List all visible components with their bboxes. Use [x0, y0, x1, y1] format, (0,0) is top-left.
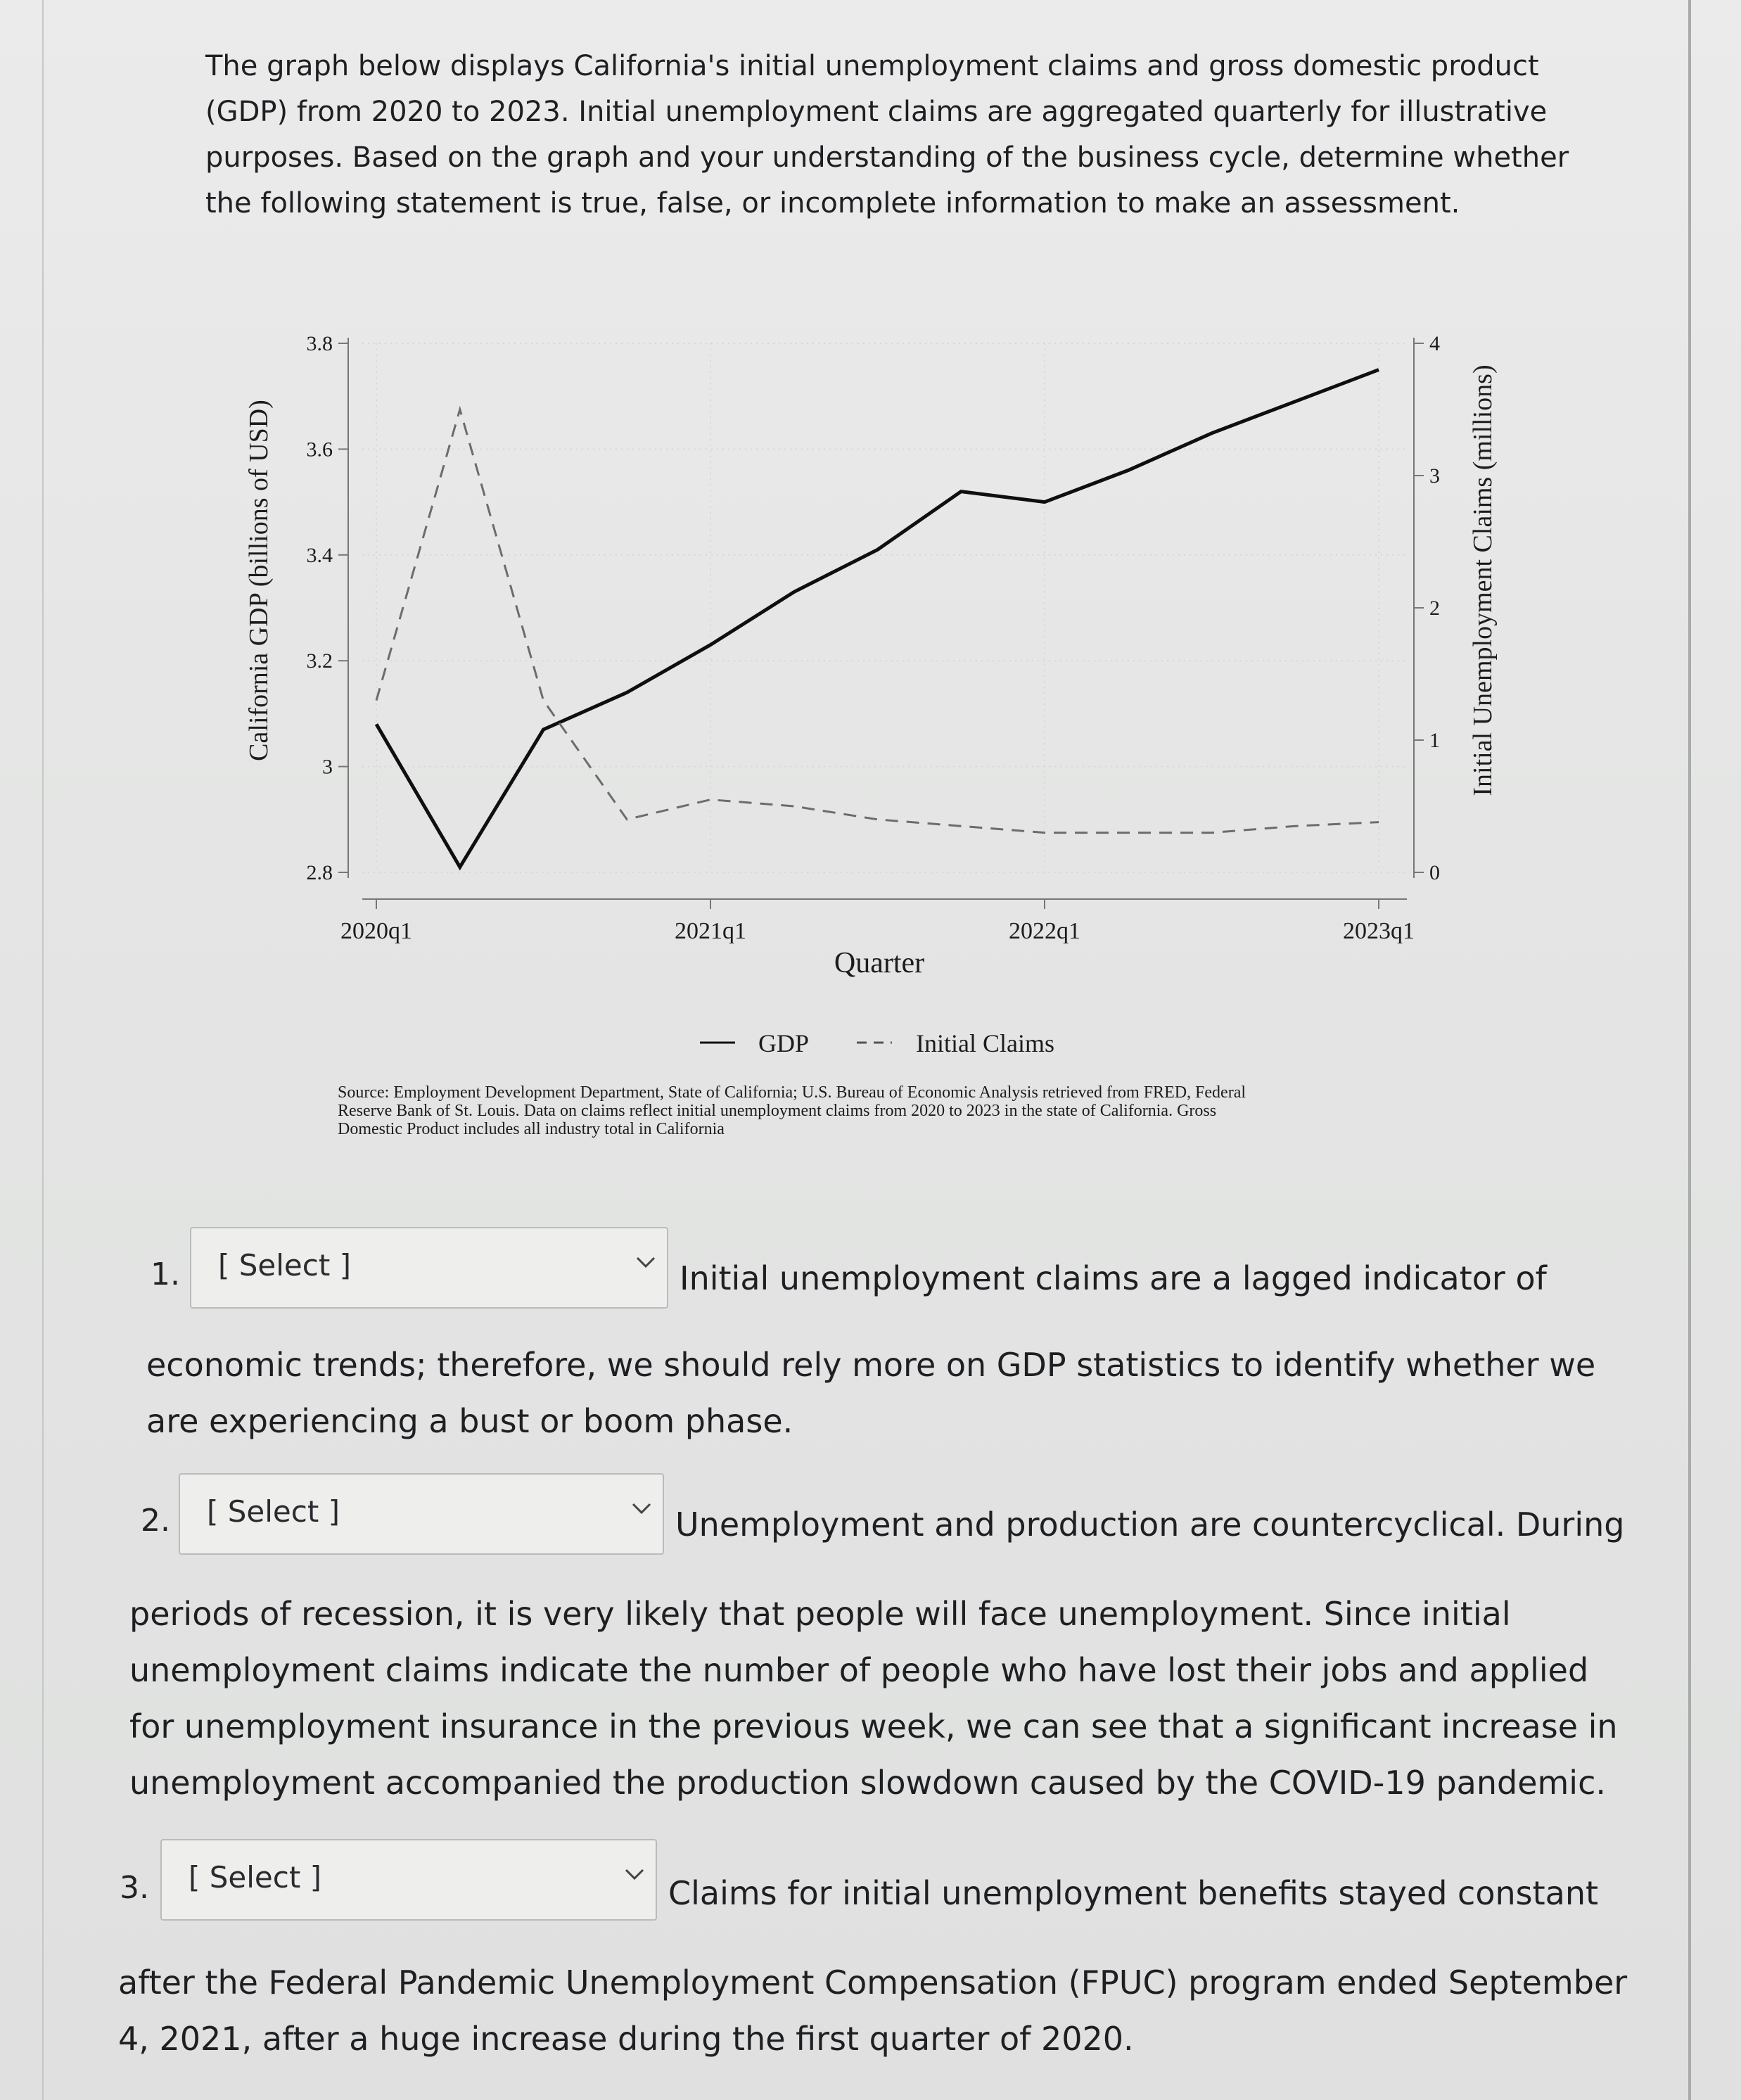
y2-tick-label-4: 4: [1429, 332, 1440, 355]
question-3-select-label: [ Select ]: [189, 1860, 322, 1895]
y-tick-label-4: 3.6: [306, 438, 333, 462]
question-2-select-label: [ Select ]: [207, 1494, 340, 1529]
question-2-number: 2.: [141, 1503, 170, 1539]
x-tick-label-1: 2021q1: [675, 918, 746, 944]
legend-claims-label: Initial Claims: [916, 1029, 1054, 1057]
x-axis-label: Quarter: [834, 947, 925, 979]
y-axis-label: California GDP (billions of USD): [244, 400, 274, 761]
legend: [700, 1029, 1054, 1057]
y-tick-label-5: 3.8: [306, 332, 333, 355]
question-3-select[interactable]: [160, 1839, 657, 1921]
page-right-border: [1688, 0, 1691, 2100]
chart: [211, 295, 1519, 1168]
y2-tick-label-1: 1: [1429, 729, 1440, 752]
question-1-statement-rest: economic trends; therefore, we should rely more on GDP statistics to identify whether we are experiencing a bust or boom phase.: [146, 1346, 1596, 1440]
x-tick-label-0: 2020q1: [340, 918, 412, 944]
question-intro: The graph below displays California's initial unemployment claims and gross domestic product (GDP) from 2020 to 2023. Initial unemployment claims are aggregated quarterly for illustrative purposes. Based on the graph and your understanding of the business cycle, determine whether the following statement is true, false, or incomplete information to make an assessment.: [205, 50, 1569, 219]
series-line-gdp: [376, 370, 1379, 867]
chart-grid: [362, 343, 1407, 872]
y2-tick-label-2: 2: [1429, 597, 1440, 620]
chart-axes: [307, 332, 1441, 944]
chevron-down-icon: [629, 1500, 654, 1517]
chevron-down-icon: [633, 1254, 658, 1271]
question-1-number: 1.: [151, 1256, 180, 1292]
y-tick-label-1: 3: [322, 755, 333, 779]
question-3-number: 3.: [120, 1870, 149, 1906]
question-3-statement-rest: after the Federal Pandemic Unemployment Compensation (FPUC) program ended September 4, 2021, after a huge increase during the first quarter of 2020.: [118, 1964, 1628, 2058]
question-1-statement-start: Initial unemployment claims are a lagged indicator of: [680, 1259, 1547, 1297]
y-tick-label-0: 2.8: [306, 861, 333, 884]
question-2-statement-rest: periods of recession, it is very likely that people will face unemployment. Since initial unemployment claims indicate the number of people who have lost their jobs and applied for unemployment insurance in the previous week, we can see that a significant increase in unemployment accompanied the production slowdown caused by the COVID-19 pandemic.: [129, 1595, 1618, 1802]
source-line-1: Source: Employment Development Department, State of California; U.S. Bureau of Economic Analysis retrieved from FRED, Federal: [338, 1083, 1246, 1102]
question-1-select-label: [ Select ]: [218, 1248, 352, 1283]
chart-source-note: [338, 1083, 1463, 1138]
legend-gdp-label: GDP: [758, 1029, 810, 1057]
y2-axis-label: Initial Unemployment Claims (millions): [1468, 364, 1498, 796]
chart-svg: [211, 295, 1519, 1168]
y-tick-label-2: 3.2: [306, 649, 333, 673]
page-left-border: [42, 0, 44, 2100]
x-tick-label-3: 2023q1: [1343, 918, 1415, 944]
source-line-3: Domestic Product includes all industry total in California: [338, 1120, 725, 1138]
question-2-select[interactable]: [179, 1473, 664, 1555]
chevron-down-icon: [622, 1866, 647, 1883]
y2-tick-label-3: 3: [1429, 464, 1440, 488]
series-line-initial-claims: [376, 409, 1379, 833]
x-tick-label-2: 2022q1: [1009, 918, 1080, 944]
y2-tick-label-0: 0: [1429, 861, 1440, 884]
y-tick-label-3: 3.4: [306, 543, 333, 567]
source-line-2: Reserve Bank of St. Louis. Data on claims reflect initial unemployment claims from 2020 to 2023 in the state of California. Gross: [338, 1102, 1217, 1120]
question-1-select[interactable]: [190, 1227, 668, 1309]
chart-series: [376, 370, 1379, 867]
question-2-statement-start: Unemployment and production are countercyclical. During: [675, 1506, 1625, 1544]
question-3-statement-start: Claims for initial unemployment benefits stayed constant: [668, 1874, 1599, 1912]
